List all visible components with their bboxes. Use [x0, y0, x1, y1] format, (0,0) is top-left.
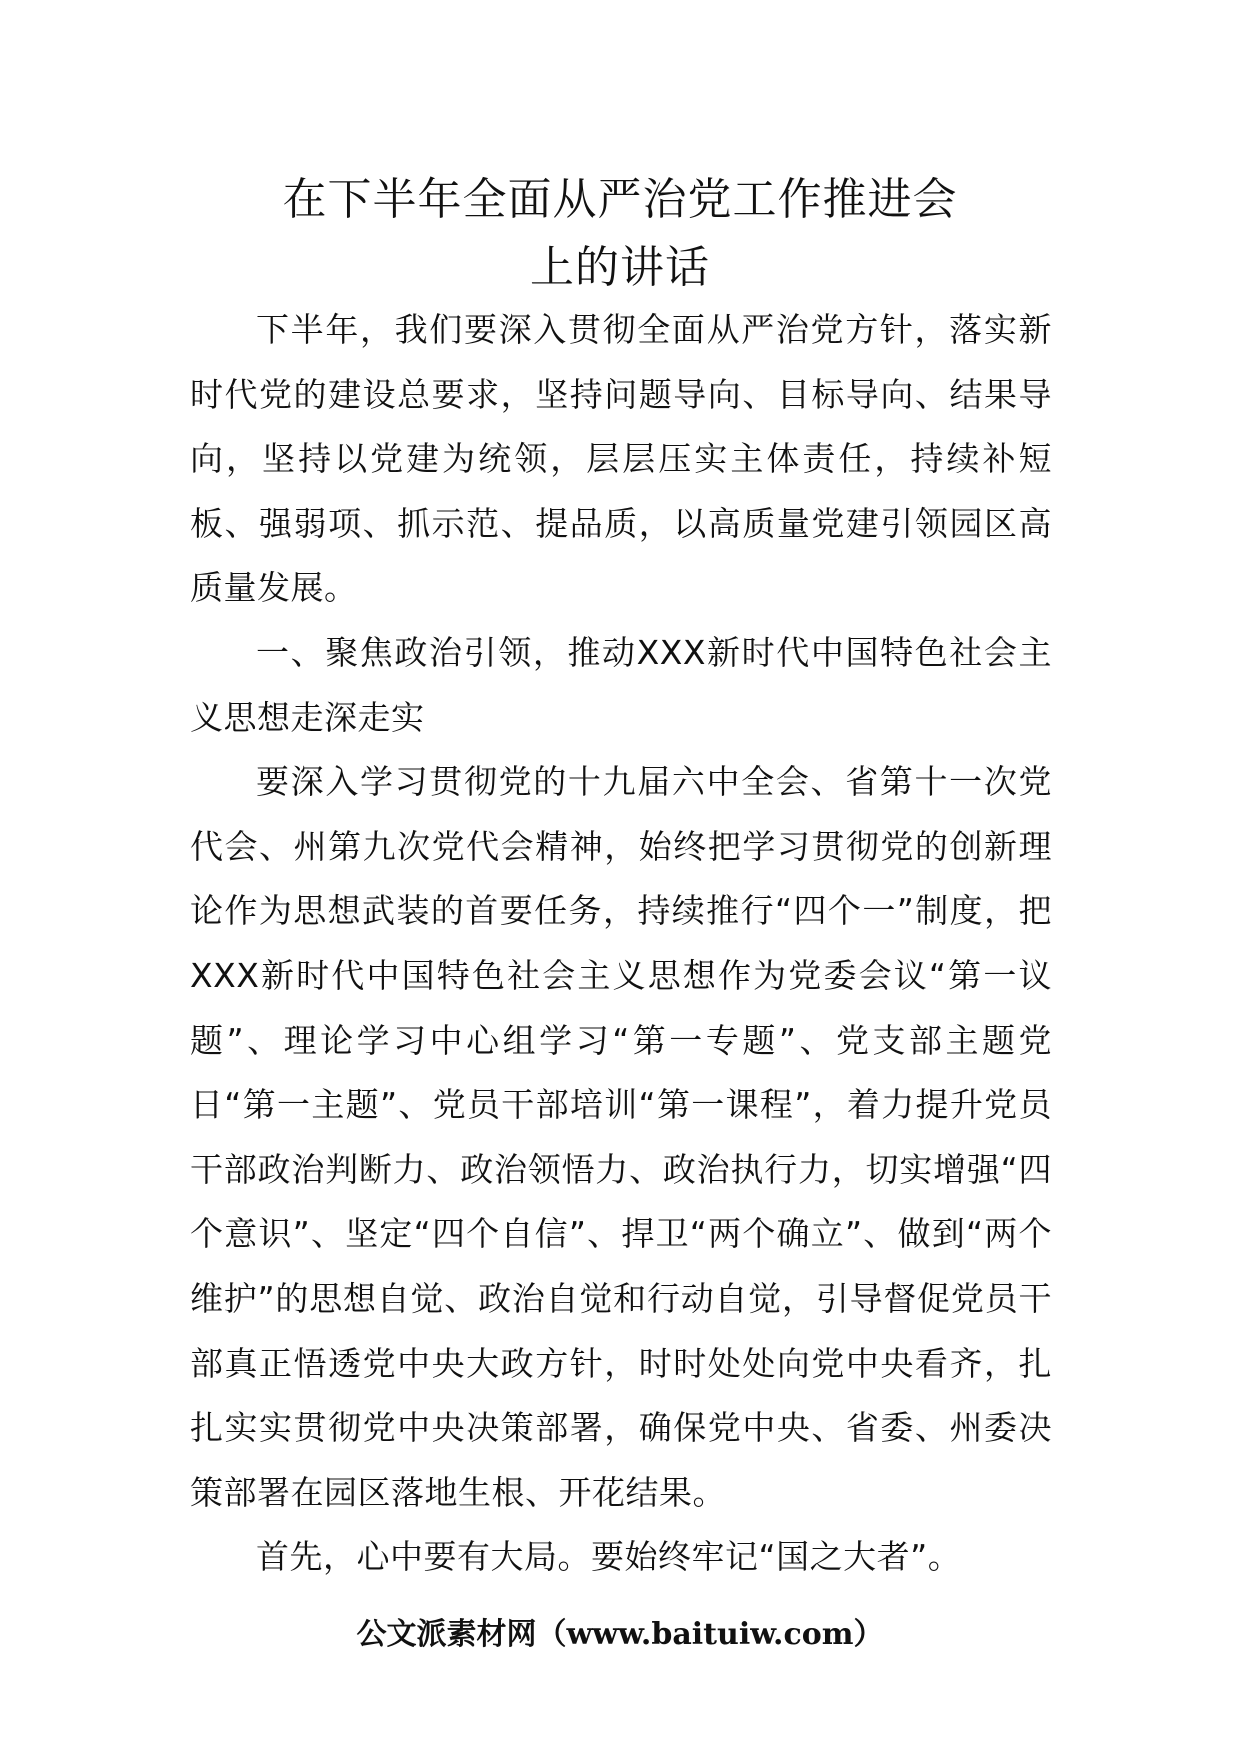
paragraph-section-1: 要深入学习贯彻党的十九届六中全会、省第十一次党代会、州第九次党代会精神，始终把学习贯彻党的创新理论作为思想武装的首要任务，持续推行“四个一”制度，把XXX新时代中国特色社会主义思想作为党委会议“第一议题”、理论学习中心组学习“第一专题”、党支部主题党日“第一主题”、党员干部培训“第一课程”，着力提升党员干部政治判断力、政治领悟力、政治执行力，切实增强“四个意识”、坚定“四个自信”、捍卫“两个确立”、做到“两个维护”的思想自觉、政治自觉和行动自觉，引导督促党员干部真正悟透党中央大政方针，时时处处向党中央看齐，扎扎实实贯彻党中央决策部署，确保党中央、省委、州委决策部署在园区落地生根、开花结果。: [190, 762, 1052, 1512]
paragraph-intro: 下半年，我们要深入贯彻全面从严治党方针，落实新时代党的建设总要求，坚持问题导向、目标导向、结果导向，坚持以党建为统领，层层压实主体责任，持续补短板、强弱项、抓示范、提品质，以高质量党建引领园区高质量发展。: [190, 310, 1052, 608]
paragraph-first-point: 首先，心中要有大局。要始终牢记“国之大者”。: [256, 1537, 962, 1577]
document-title-line-2: 上的讲话: [530, 242, 710, 293]
document-title-line-1: 在下半年全面从严治党工作推进会: [282, 174, 958, 225]
footer-watermark: 公文派素材网（www.baituiw.com）: [356, 1617, 884, 1652]
document-body: [190, 298, 1052, 1590]
section-heading-1: 一、聚焦政治引领，推动XXX新时代中国特色社会主义思想走深走实: [190, 632, 1052, 737]
